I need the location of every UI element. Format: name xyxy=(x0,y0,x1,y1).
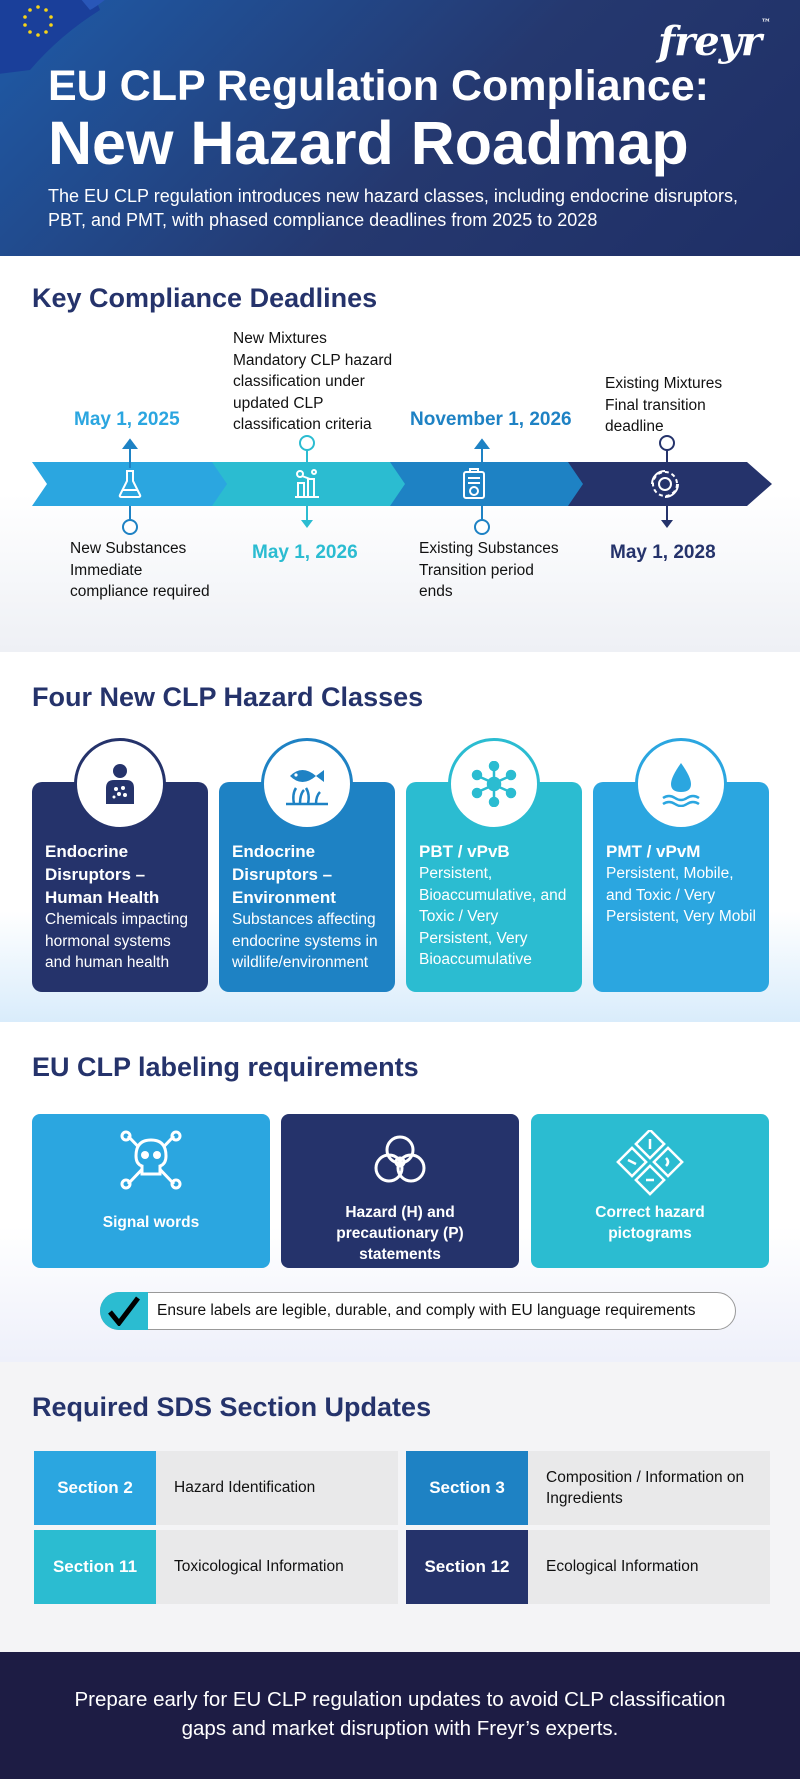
sds-section-label: Section 12 xyxy=(406,1530,528,1604)
sds-section-label: Section 11 xyxy=(34,1530,156,1604)
flask-icon xyxy=(113,467,147,501)
freyr-logo: freyr™ xyxy=(657,18,770,65)
milestone-date: May 1, 2025 xyxy=(74,409,180,430)
milestone-text: Existing Mixtures Final transition deadline xyxy=(605,375,723,435)
footer-banner xyxy=(0,1652,800,1779)
sds-section-desc: Toxicological Information xyxy=(156,1530,398,1604)
connector-down xyxy=(118,506,142,536)
pictograms-box: Correct hazard pictograms xyxy=(531,1114,769,1268)
labeling-title: EU CLP labeling requirements xyxy=(32,1052,419,1082)
molecule-icon xyxy=(448,738,540,830)
milestone-date: November 1, 2026 xyxy=(410,409,572,430)
sds-section-label: Section 2 xyxy=(34,1451,156,1525)
page-title-line2: New Hazard Roadmap xyxy=(48,109,689,177)
sds-section-label: Section 3 xyxy=(406,1451,528,1525)
footer-text: Prepare early for EU CLP regulation updates to avoid CLP classification gaps and market disruption with Freyr’s experts. xyxy=(74,1688,726,1740)
connector-up xyxy=(295,434,319,466)
hazard-pictograms-icon xyxy=(614,1130,686,1198)
page-subtitle: The EU CLP regulation introduces new hazard classes, including endocrine disruptors, PBT, and PMT, with phased compliance deadlines from 2025 to 2028 xyxy=(48,186,739,230)
sds-section-desc: Composition / Information on Ingredients xyxy=(528,1451,770,1525)
milestone-date: May 1, 2026 xyxy=(252,542,358,563)
sds-section-desc: Hazard Identification xyxy=(156,1451,398,1525)
connector-down xyxy=(295,506,319,530)
hazard-card-environment: Endocrine Disruptors – Environment Substances affecting endocrine systems in wildlife/environment xyxy=(219,782,395,992)
hazard-classes-title: Four New CLP Hazard Classes xyxy=(32,682,424,712)
deadlines-title: Key Compliance Deadlines xyxy=(32,283,378,313)
connector-up xyxy=(655,434,679,466)
connector-down xyxy=(655,506,679,530)
skull-crossbones-icon xyxy=(120,1130,182,1190)
page-title-line1: EU CLP Regulation Compliance: xyxy=(48,62,709,110)
fish-icon xyxy=(261,738,353,830)
header-banner xyxy=(0,0,800,256)
signal-words-box: Signal words xyxy=(32,1114,270,1268)
connector-up xyxy=(470,438,494,470)
hazard-card-pbt: PBT / vPvB Persistent, Bioaccumulative, and Toxic / Very Persistent, Very Bioaccumulative xyxy=(406,782,582,992)
lab-equipment-icon xyxy=(290,467,324,501)
human-body-icon xyxy=(74,738,166,830)
gear-cycle-icon xyxy=(648,467,682,501)
checkmark-icon xyxy=(100,1292,148,1330)
milestone-text: New Mixtures Mandatory CLP hazard classification under updated CLP classification criteria xyxy=(233,330,393,433)
biohazard-icon xyxy=(370,1130,430,1190)
connector-up xyxy=(118,438,142,470)
water-drop-icon xyxy=(635,738,727,830)
sds-section-desc: Ecological Information xyxy=(528,1530,770,1604)
hazard-card-human-health: Endocrine Disruptors – Human Health Chemicals impacting hormonal systems and human health xyxy=(32,782,208,992)
milestone-text: Existing Substances Transition period ends xyxy=(419,540,559,600)
labels-note: Ensure labels are legible, durable, and comply with EU language requirements xyxy=(100,1292,736,1330)
sds-title: Required SDS Section Updates xyxy=(32,1392,432,1422)
milestone-date: May 1, 2028 xyxy=(610,542,716,563)
statements-box: Hazard (H) and precautionary (P) statements xyxy=(281,1114,519,1268)
clipboard-icon xyxy=(457,467,491,501)
connector-down xyxy=(470,506,494,536)
milestone-text: New Substances Immediate compliance required xyxy=(70,540,210,600)
hazard-card-pmt: PMT / vPvM Persistent, Mobile, and Toxic / Very Persistent, Very Mobil xyxy=(593,782,769,992)
